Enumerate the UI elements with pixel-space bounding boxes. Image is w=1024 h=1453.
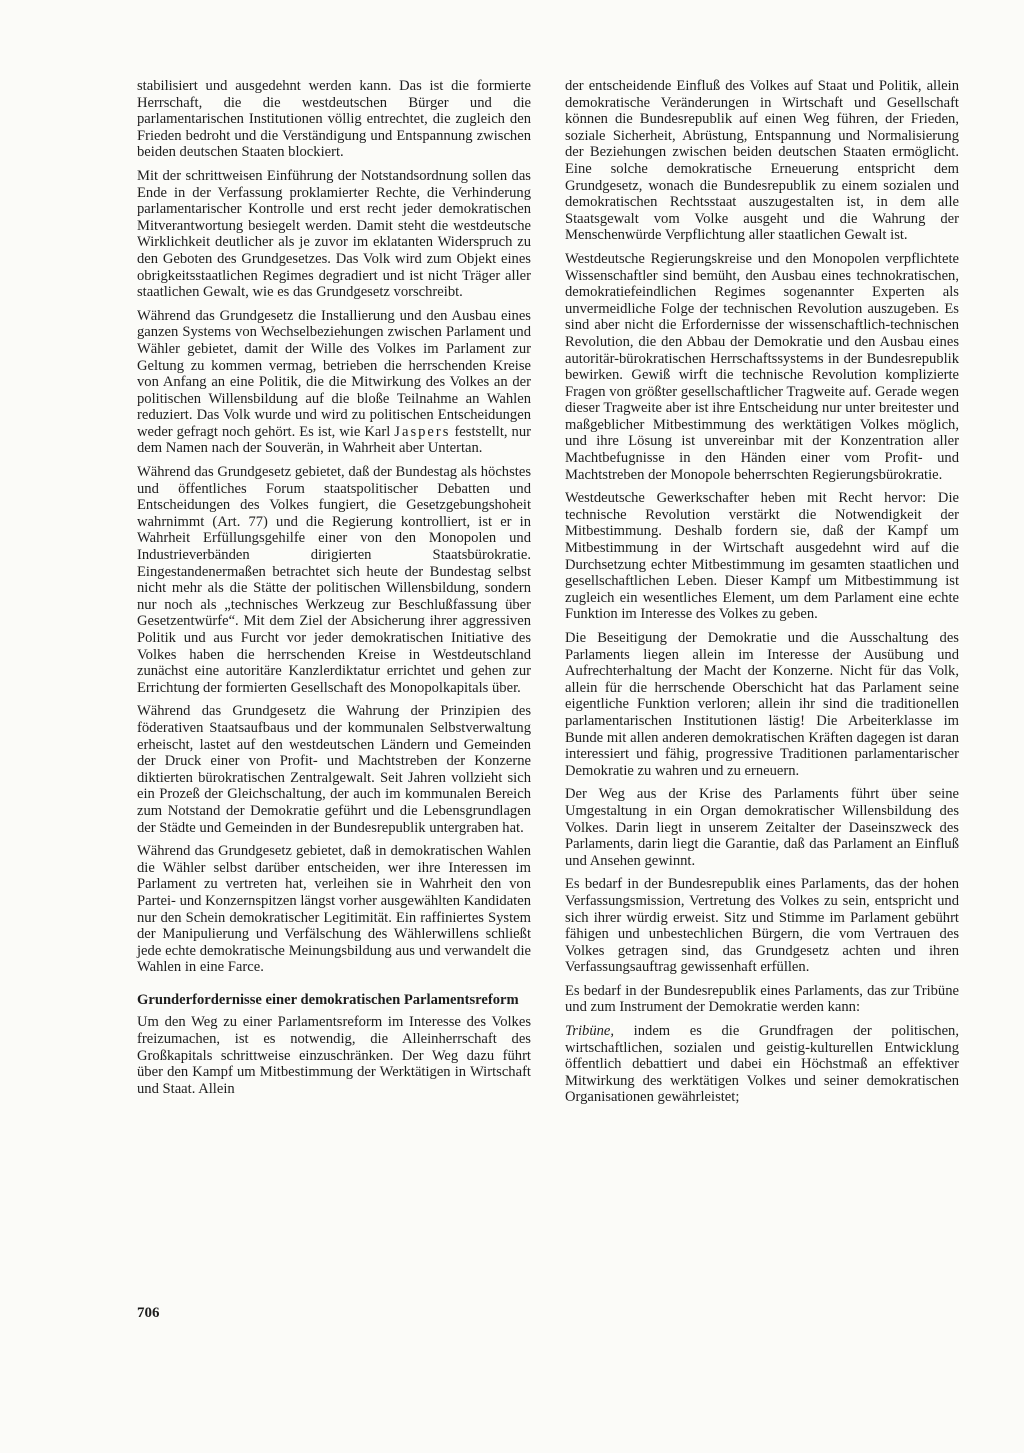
author-name: Jaspers	[394, 423, 451, 440]
paragraph: Es bedarf in der Bundesrepublik eines Parlaments, das zur Tribüne und zum Instrument der Demokratie werden kann:	[565, 982, 959, 1016]
section-heading: Grunderfordernisse einer demokratischen Parlamentsreform	[137, 991, 519, 1008]
paragraph	[137, 308, 531, 457]
paragraph: Die Beseitigung der Demokratie und die Ausschaltung des Parlaments liegen allein im Interesse der Ausübung und Aufrechterhaltung der Macht der Konzerne. Nicht für das Volk, allein für die herrschende Oberschicht hat das Parlament seine eigentliche Funktion verloren; allein ihr sind die traditionellen parlamentarischen Institutionen lästig! Die Arbeiterklasse im Bunde mit allen anderen demokratischen Kräften dagegen ist daran interessiert und fähig, progressive Traditionen parlamentarischer Demokratie zu wahren und zu erneuern.	[565, 630, 959, 779]
paragraph: Mit der schrittweisen Einführung der Notstandsordnung sollen das Ende in der Verfassung proklamierter Rechte, die Verhinderung parlamentarischer Kontrolle und erst recht jeder demokratischen Mitverantwortung besiegelt werden. Damit steht die westdeutsche Wirklichkeit deutlicher als je zuvor im eklatanten Widerspruch zu den Geboten des Grundgesetzes. Das Volk wird zum Objekt eines obrigkeitsstaatlichen Regimes degradiert und ist nicht Träger aller staatlichen Gewalt, wie es das Grundgesetz vorschreibt.	[137, 167, 531, 301]
paragraph-text: indem es die Grundfragen der politischen, wirtschaftlichen, sozialen und geistig-kulturellen Entwicklung öffentlich debattiert und dabei ein Höchstmaß an effektiver Mitwirkung des werktätigen Volkes und seiner demokratischen Organisationen gewährleistet;	[565, 1023, 959, 1106]
paragraph	[565, 1023, 959, 1106]
paragraph: Während das Grundgesetz gebietet, daß der Bundestag als höchstes und öffentliches Forum staatspolitischer Debatten und Entscheidungen des Volkes fungiert, die Gesetzgebungshoheit wahrnimmt (Art. 77) und die Regierung kontrolliert, ist er in Wahrheit Erfüllungsgehilfe einer von den Monopolen und Industrieverbänden dirigierten Staatsbürokratie. Eingestandenermaßen betrachtet sich heute der Bundestag selbst nicht mehr als die Stätte der politischen Willensbildung, sondern nur noch als „technisches Werkzeug zur Beschlußfassung über Gesetzentwürfe“. Mit dem Ziel der Absicherung ihrer aggressiven Politik und aus Furcht vor jeder demokratischen Initiative des Volkes haben die herrschenden Kreise in Westdeutschland zunächst eine autoritäre Kanzlerdiktatur errichtet und gehen zur Errichtung der formierten Gesellschaft des Monopolkapitals über.	[137, 464, 531, 696]
paragraph: Der Weg aus der Krise des Parlaments führt über seine Umgestaltung in ein Organ demokratischer Willensbildung des Volkes. Darin liegt in unserem Zeitalter der Daseinszweck des Parlaments, darin liegt die Garantie, daß das Parlament an Einfluß und Ansehen gewinnt.	[565, 786, 959, 869]
paragraph: Während das Grundgesetz gebietet, daß in demokratischen Wahlen die Wähler selbst darüber entscheiden, wer ihre Interessen im Parlament zu vertreten hat, verleihen sie in Wahrheit den von Partei- und Konzernspitzen längst vorher ausgewählten Kandidaten nur den Schein demokratischer Legitimität. Ein raffiniertes System der Manipulierung und Verfälschung des Wählerwillens schließt jede echte demokratische Meinungsbildung aus und verwandelt die Wahlen in eine Farce.	[137, 843, 531, 976]
term-label: Tribüne,	[565, 1023, 615, 1040]
paragraph: Um den Weg zu einer Parlamentsreform im Interesse des Volkes freizumachen, ist es notwendig, die Alleinherrschaft des Großkapitals schrittweise einzuschränken. Der Weg dazu führt über den Kampf um Mitbestimmung der Werktätigen in Wirtschaft und Staat. Allein	[137, 1014, 531, 1097]
paragraph: Es bedarf in der Bundesrepublik eines Parlaments, das der hohen Verfassungsmission, Vertretung des Volkes zu sein, entspricht und sich ihrer würdig erweist. Sitz und Stimme im Parlament gebührt fähigen und unbestechlichen Bürgern, die vom Vertrauen des Volkes getragen sind, das Grundgesetz achten und ihren Verfassungsauftrag gewissenhaft erfüllen.	[565, 876, 959, 976]
page-number: 706	[137, 1305, 160, 1321]
paragraph: Westdeutsche Regierungskreise und den Monopolen verpflichtete Wissenschaftler sind bemüht, den Ausbau eines technokratischen, demokratiefeindlichen Regimes sogenannter Experten als unvermeidliche Folge der technischen Revolution auszugeben. Es sind aber nicht die Erfordernisse der wissenschaftlich-technischen Revolution, die den Abbau der Demokratie und den Ausbau eines autoritär-bürokratischen Herrschaftssystems in der Bundesrepublik bewirken. Gewiß wirft die technische Revolution komplizierte Fragen von größter gesellschaftlicher Tragweite auf. Gerade wegen dieser Tragweite aber ist ihre Entscheidung nur unter breitester und maßgeblicher Mitbestimmung des werktätigen Volkes möglich, und ihre Lösung ist unvereinbar mit der Konzentration aller Machtbefugnisse in den Händen einer vom Profit- und Machtstreben der Monopole beherrschten Regierungsbürokratie.	[565, 250, 959, 483]
left-column	[137, 78, 531, 1097]
paragraph-text: feststellt, nur dem Namen nach der Souverän, in Wahrheit aber Untertan.	[137, 423, 531, 457]
paragraph: der entscheidende Einfluß des Volkes auf Staat und Politik, allein demokratische Veränderungen in Wirtschaft und Gesellschaft können die Bundesrepublik auf einen Weg führen, der Frieden, soziale Sicherheit, Abrüstung, Entspannung und Normalisierung der Beziehungen zwischen beiden deutschen Staaten ermöglicht. Eine solche demokratische Erneuerung entspricht dem Grundgesetz, wonach die Bundesrepublik zu einem sozialen und demokratischen Rechtsstaat auszugestalten ist, in dem alle Staatsgewalt vom Volke ausgeht und die Wahrung der Menschenwürde Verpflichtung aller staatlichen Gewalt ist.	[565, 78, 959, 244]
paragraph: Westdeutsche Gewerkschafter heben mit Recht hervor: Die technische Revolution verstärkt die Notwendigkeit der Mitbestimmung. Deshalb fordern sie, daß der Kampf um Mitbestimmung in der Wirtschaft ausgedehnt wird auf die Durchsetzung echter Mitbestimmung im gesamten staatlichen und gesellschaftlichen Leben. Dieser Kampf um Mitbestimmung ist zugleich ein wesentliches Element, um dem Parlament eine echte Funktion im Interesse des Volkes zu geben.	[565, 490, 959, 623]
paragraph-text: Während das Grundgesetz die Installierung und den Ausbau eines ganzen Systems von Wechselbeziehungen zwischen Parlament und Wähler gebietet, damit der Wille des Volkes im Parlament zur Geltung zu kommen vermag, betrieben die herrschenden Kreise von Anfang an eine Politik, die die Mitwirkung des Volkes an der politischen Willensbildung auf die bloße Teilnahme an Wahlen reduziert. Das Volk wurde und wird zu politischen Entscheidungen weder gefragt noch gehört. Es ist, wie Karl	[137, 307, 531, 440]
paragraph: stabilisiert und ausgedehnt werden kann. Das ist die formierte Herrschaft, die die westdeutschen Bürger und die parlamentarischen Institutionen völlig entrechtet, die zugleich den Frieden bedroht und die Verständigung und Entspannung zwischen beiden deutschen Staaten blockiert.	[137, 78, 531, 161]
paragraph: Während das Grundgesetz die Wahrung der Prinzipien des föderativen Staatsaufbaus und der kommunalen Selbstverwaltung erheischt, lastet auf den westdeutschen Ländern und Gemeinden der Druck einer von Profit- und Machtstreben der Konzerne diktierten bürokratischen Zentralgewalt. Seit Jahren vollzieht sich ein Prozeß der Gleichschaltung, der auch im kommunalen Bereich zum Notstand der Demokratie geführt und die Lebensgrundlagen der Städte und Gemeinden in der Bundesrepublik untergraben hat.	[137, 703, 531, 836]
right-column	[565, 78, 959, 1106]
